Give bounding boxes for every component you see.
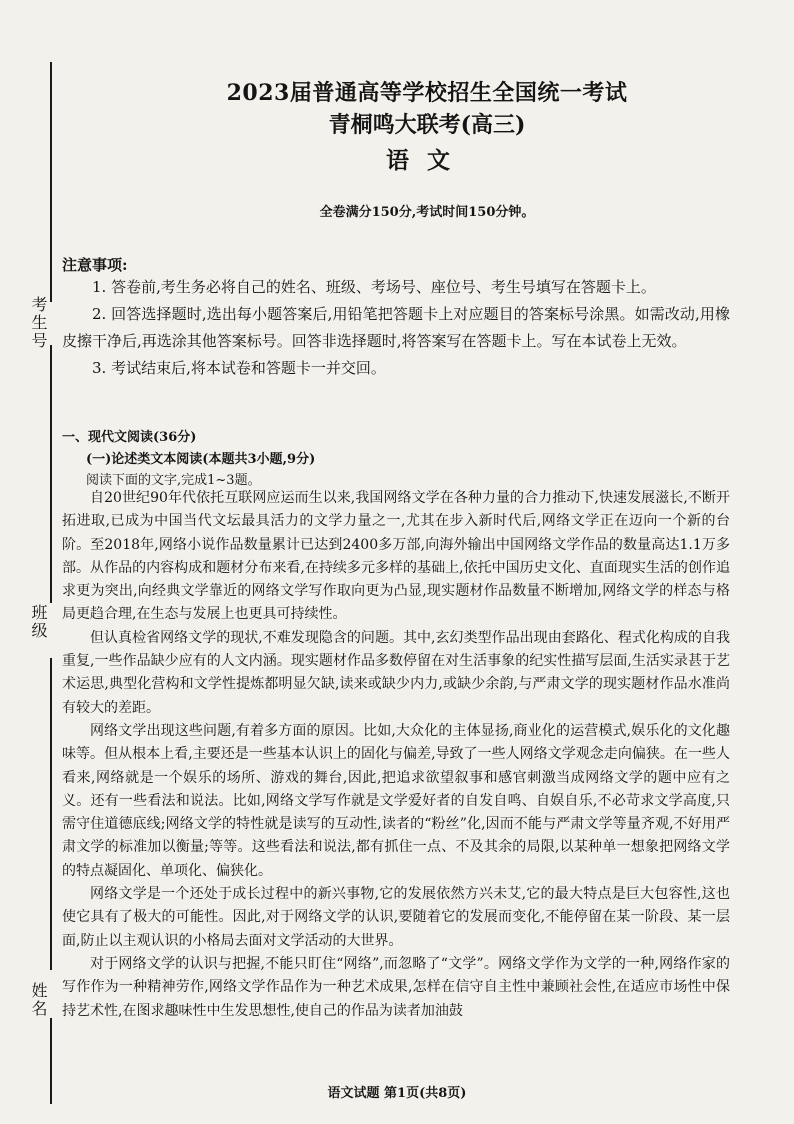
notice-list: [62, 274, 730, 382]
article-paragraph: 但认真检省网络文学的现状,不难发现隐含的问题。其中,玄幻类型作品出现由套路化、程式化构成的自我重复,一些作品缺少应有的人文内涵。现实题材作品多数停留在对生活事象的纪实性描写层面,生活实录甚于艺术运思,典型化营构和文学性提炼都明显欠缺,读来或缺少内力,或缺少余韵,与严肃文学的现实题材作品水准尚有较大的差距。: [62, 629, 730, 716]
article-body: [62, 487, 730, 1023]
article-paragraph: 对于网络文学的认识与把握,不能只盯住“网络”,而忽略了“文学”。网络文学作为文学的一种,网络作家的写作作为一种精神劳作,网络文学作品作为一种艺术成果,怎样在信守自主性中兼顾社会性,在适应市场性中保持艺术性,在图求趣味性中生发思想性,使自己的作品为读者加油鼓: [62, 955, 730, 1019]
notice-title: 注意事项:: [62, 256, 128, 274]
reading-instruction: 阅读下面的文字,完成1~3题。: [86, 473, 261, 488]
article-paragraph: 网络文学出现这些问题,有着多方面的原因。比如,大众化的主体显扬,商业化的运营模式,娱乐化的文化趣味等。但从根本上看,主要还是一些基本认识上的固化与偏差,导致了一些人网络文学观念走向偏狭。在一些人看来,网络就是一个娱乐的场所、游戏的舞台,因此,把追求欲望叙事和感官刺激当成网络文学的题中应有之义。还有一些看法和说法。比如,网络文学写作就是文学爱好者的自发自鸣、自娱自乐,不必苛求文学高度,只需守住道德底线;网络文学的特性就是读写的互动性,读者的“粉丝”化,因而不能与严肃文学等量齐观,不好用严肃文学的标准加以衡量;等等。这些看法和说法,都有抓住一点、不及其余的局限,以某种单一想象把网络文学的特点凝固化、单项化、偏狭化。: [62, 722, 730, 879]
exam-title: 2023届普通高等学校招生全国统一考试: [226, 80, 628, 106]
section-subtitle: (一)论述类文本阅读(本题共3小题,9分): [86, 452, 316, 467]
notice-item: 3. 考试结束后,将本试卷和答题卡一并交回。: [92, 359, 386, 377]
binding-line-middle: [50, 345, 52, 603]
page-footer: 语文试题 第1页(共8页): [327, 1086, 467, 1101]
article-paragraph: 自20世纪90年代依托互联网应运而生以来,我国网络文学在各种力量的合力推动下,快速发展滋长,不断开拓进取,已成为中国当代文坛最具活力的文学力量之一,尤其在步入新时代后,网络文学正在迈向一个新的台阶。至2018年,网络小说作品数量累计已达到2400多万部,向海外输出中国网络文学作品的数量高达1.1万多部。从作品的内容构成和题材分布来看,在持续多元多样的基础上,依托中国历史文化、直面现实生活的创作追求更为突出,向经典文学靠近的网络文学写作取向更为凸显,现实题材作品数量不断增加,网络文学的样态与格局更趋合理,在生态与发展上也更具可持续性。: [62, 490, 730, 623]
notice-item: 1. 答卷前,考生务必将自己的姓名、班级、考场号、座位号、考生号填写在答题卡上。: [92, 278, 656, 296]
subject-title: 语文: [386, 147, 468, 174]
notice-item: 2. 回答选择题时,选出每小题答案后,用铅笔把答题卡上对应题目的答案标号涂黑。如需改动,用橡皮擦干净后,再选涂其他答案标号。回答非选择题时,将答案写在答题卡上。写在本试卷上无效。: [62, 305, 730, 350]
binding-line-lower: [50, 658, 52, 970]
score-info: 全卷满分150分,考试时间150分钟。: [319, 205, 535, 220]
name-label: 姓名: [29, 982, 48, 1018]
candidate-number-label: 考生号: [29, 296, 48, 350]
section-title: 一、现代文阅读(36分): [62, 430, 197, 445]
article-paragraph: 网络文学是一个还处于成长过程中的新兴事物,它的发展依然方兴未艾,它的最大特点是巨大包容性,这也使它具有了极大的可能性。因此,对于网络文学的认识,要随着它的发展而变化,不能停留在某一阶段、某一层面,防止以主观认识的小格局去面对文学活动的大世界。: [62, 886, 730, 949]
class-label: 班级: [29, 604, 48, 640]
binding-line-upper: [50, 62, 52, 302]
exam-subtitle: 青桐鸣大联考(高三): [328, 112, 526, 138]
